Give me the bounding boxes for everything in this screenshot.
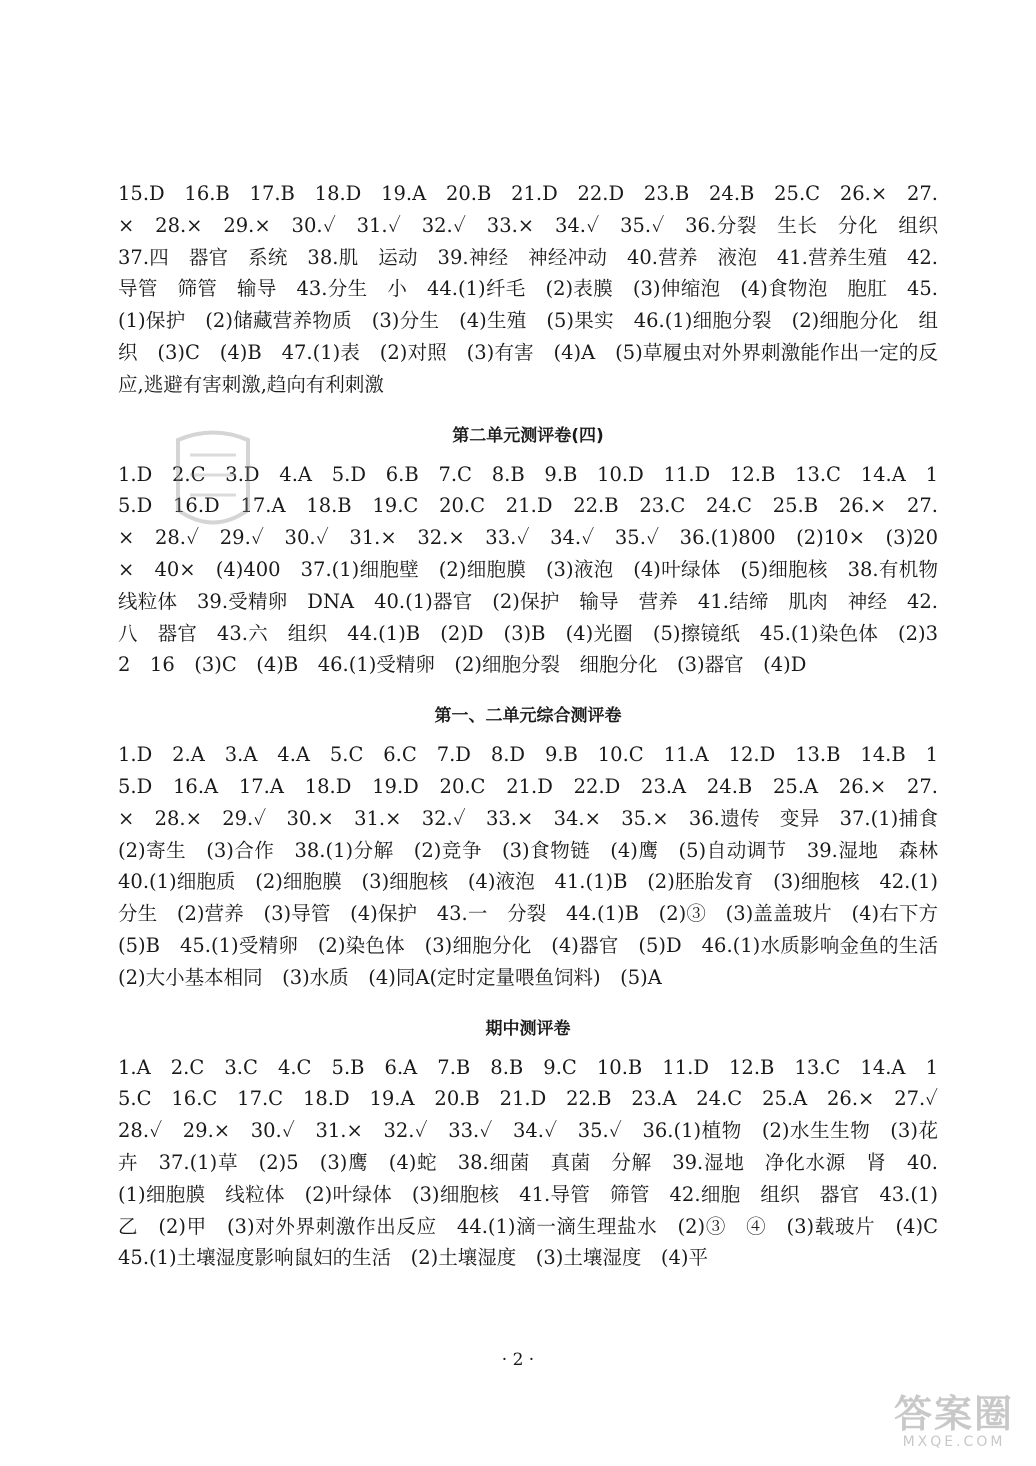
watermark-title: 答案圈 xyxy=(893,1392,1014,1436)
watermark-logo xyxy=(894,1394,1014,1450)
answer-block-unit1-continued: 15.D 16.B 17.B 18.D 19.A 20.B 21.D 22.D 23.B 24.B 25.C 26.× 27.× 28.× 29.× 30.✓ 31.✓ 32.✓ 33.× 34.✓ 35.✓ 36.分裂 生长 分化 组织 37.四 器官 系统 38.肌 运动 39.神经 神经冲动 40.营养 液泡 41.营养生殖 42.导管 筛管 输导 43.分生 小 44.(1)纤毛 (2)表膜 (3)伸缩泡 (4)食物泡 胞肛 45.(1)保护 (2)储藏营养物质 (3)分生 (4)生殖 (5)果实 46.(1)细胞分裂 (2)细胞分化 组织 (3)C (4)B 47.(1)表 (2)对照 (3)有害 (4)A (5)草履虫对外界刺激能作出一定的反应,逃避有害刺激,趋向有利刺激 xyxy=(118,182,958,396)
stamp-logo-icon xyxy=(168,420,258,540)
document-body xyxy=(118,178,958,1274)
answer-block-unit2-test4: 1.D 2.C 3.D 4.A 5.D 6.B 7.C 8.B 9.B 10.D 11.D 12.B 13.C 14.A 15.D 16.D 17.A 18.B 19.C 20.C 21.D 22.B 23.C 24.C 25.B 26.× 27.× 28.✓ 29.✓ 30.✓ 31.× 32.× 33.✓ 34.✓ 35.✓ 36.(1)800 (2)10× (3)20× 40× (4)400 37.(1)细胞壁 (2)细胞膜 (3)液泡 (4)叶绿体 (5)细胞核 38.有机物 线粒体 39.受精卵 DNA 40.(1)器官 (2)保护 输导 营养 41.结缔 肌肉 神经 42.八 器官 43.六 组织 44.(1)B (2)D (3)B (4)光圈 (5)擦镜纸 45.(1)染色体 (2)32 16 (3)C (4)B 46.(1)受精卵 (2)细胞分裂 细胞分化 (3)器官 (4)D xyxy=(118,462,958,677)
section-heading-midterm: 期中测评卷 xyxy=(485,1018,571,1039)
page-number: · 2 · xyxy=(501,1350,535,1370)
answer-block-unit1-2-comprehensive: 1.D 2.A 3.A 4.A 5.C 6.C 7.D 8.D 9.B 10.C 11.A 12.D 13.B 14.B 15.D 16.A 17.A 18.D 19.D 20.C 21.D 22.D 23.A 24.B 25.A 26.× 27.× 28.× 29.✓ 30.× 31.× 32.✓ 33.× 34.× 35.× 36.遗传 变异 37.(1)捕食 (2)寄生 (3)合作 38.(1)分解 (2)竞争 (3)食物链 (4)鹰 (5)自动调节 39.湿地 森林 40.(1)细胞质 (2)细胞膜 (3)细胞核 (4)液泡 41.(1)B (2)胚胎发育 (3)细胞核 42.(1)分生 (2)营养 (3)导管 (4)保护 43.一 分裂 44.(1)B (2)③ (3)盖盖玻片 (4)右下方 (5)B 45.(1)受精卵 (2)染色体 (3)细胞分化 (4)器官 (5)D 46.(1)水质影响金鱼的生活 (2)大小基本相同 (3)水质 (4)同A(定时定量喂鱼饲料) (5)A xyxy=(118,743,958,989)
section-heading-unit1-2-comprehensive: 第一、二单元综合测评卷 xyxy=(434,706,622,727)
section-heading-unit2-test4: 第二单元测评卷(四) xyxy=(452,425,604,446)
watermark-url: MXQE.COM xyxy=(902,1434,1006,1450)
answer-block-midterm: 1.A 2.C 3.C 4.C 5.B 6.A 7.B 8.B 9.C 10.B 11.D 12.B 13.C 14.A 15.C 16.C 17.C 18.D 19.A 20.B 21.D 22.B 23.A 24.C 25.A 26.× 27.✓ 28.✓ 29.× 30.✓ 31.× 32.✓ 33.✓ 34.✓ 35.✓ 36.(1)植物 (2)水生生物 (3)花卉 37.(1)草 (2)5 (3)鹰 (4)蛇 38.细菌 真菌 分解 39.湿地 净化水源 肾 40.(1)细胞膜 线粒体 (2)叶绿体 (3)细胞核 41.导管 筛管 42.细胞 组织 器官 43.(1)乙 (2)甲 (3)对外界刺激作出反应 44.(1)滴一滴生理盐水 (2)③ ④ (3)载玻片 (4)C 45.(1)土壤湿度影响鼠妇的生活 (2)土壤湿度 (3)土壤湿度 (4)平 xyxy=(118,1055,958,1270)
